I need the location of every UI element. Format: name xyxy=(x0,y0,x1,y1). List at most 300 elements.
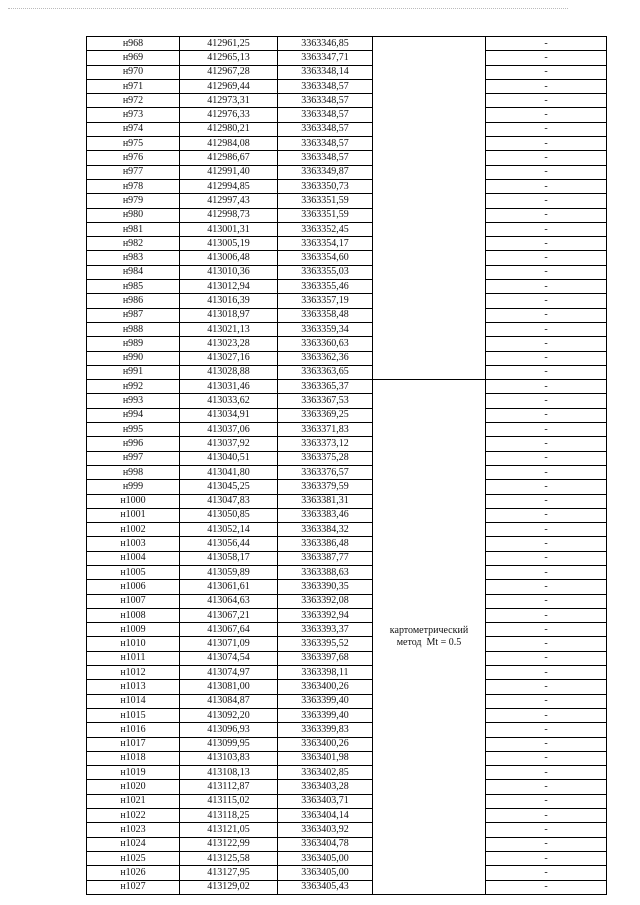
y-coordinate-cell: 3363362,36 xyxy=(278,351,373,365)
y-coordinate-cell: 3363350,73 xyxy=(278,179,373,193)
table-row xyxy=(87,794,607,808)
table-row xyxy=(87,523,607,537)
table-row xyxy=(87,623,607,637)
extra-value-cell: - xyxy=(486,194,607,208)
extra-value-cell: - xyxy=(486,137,607,151)
extra-value-cell: - xyxy=(486,723,607,737)
table-row xyxy=(87,194,607,208)
x-coordinate-cell: 413010,36 xyxy=(180,265,278,279)
y-coordinate-cell: 3363399,83 xyxy=(278,723,373,737)
y-coordinate-cell: 3363363,65 xyxy=(278,365,373,379)
table-row xyxy=(87,165,607,179)
y-coordinate-cell: 3363379,59 xyxy=(278,480,373,494)
y-coordinate-cell: 3363402,85 xyxy=(278,766,373,780)
extra-value-cell: - xyxy=(486,680,607,694)
extra-value-cell: - xyxy=(486,565,607,579)
x-coordinate-cell: 413041,80 xyxy=(180,465,278,479)
x-coordinate-cell: 413125,58 xyxy=(180,851,278,865)
point-name-cell: н976 xyxy=(87,151,180,165)
x-coordinate-cell: 413084,87 xyxy=(180,694,278,708)
point-name-cell: н982 xyxy=(87,237,180,251)
table-row xyxy=(87,79,607,93)
x-coordinate-cell: 413037,06 xyxy=(180,423,278,437)
y-coordinate-cell: 3363395,52 xyxy=(278,637,373,651)
x-coordinate-cell: 413071,09 xyxy=(180,637,278,651)
table-row xyxy=(87,251,607,265)
y-coordinate-cell: 3363357,19 xyxy=(278,294,373,308)
x-coordinate-cell: 412998,73 xyxy=(180,208,278,222)
y-coordinate-cell: 3363348,57 xyxy=(278,94,373,108)
table-row xyxy=(87,351,607,365)
table-row xyxy=(87,294,607,308)
extra-value-cell: - xyxy=(486,237,607,251)
extra-value-cell: - xyxy=(486,380,607,394)
y-coordinate-cell: 3363398,11 xyxy=(278,666,373,680)
extra-value-cell: - xyxy=(486,65,607,79)
extra-value-cell: - xyxy=(486,766,607,780)
extra-value-cell: - xyxy=(486,666,607,680)
x-coordinate-cell: 413115,02 xyxy=(180,794,278,808)
point-name-cell: н983 xyxy=(87,251,180,265)
point-name-cell: н1017 xyxy=(87,737,180,751)
method-label-line1: картометрический xyxy=(389,624,469,636)
x-coordinate-cell: 412967,28 xyxy=(180,65,278,79)
y-coordinate-cell: 3363399,40 xyxy=(278,694,373,708)
point-name-cell: н1002 xyxy=(87,523,180,537)
y-coordinate-cell: 3363405,00 xyxy=(278,851,373,865)
y-coordinate-cell: 3363369,25 xyxy=(278,408,373,422)
extra-value-cell: - xyxy=(486,265,607,279)
table-row xyxy=(87,108,607,122)
x-coordinate-cell: 412994,85 xyxy=(180,179,278,193)
x-coordinate-cell: 413118,25 xyxy=(180,809,278,823)
table-row xyxy=(87,680,607,694)
y-coordinate-cell: 3363351,59 xyxy=(278,208,373,222)
extra-value-cell: - xyxy=(486,437,607,451)
x-coordinate-cell: 413058,17 xyxy=(180,551,278,565)
point-name-cell: н979 xyxy=(87,194,180,208)
table-row xyxy=(87,666,607,680)
point-name-cell: н991 xyxy=(87,365,180,379)
table-row xyxy=(87,322,607,336)
point-name-cell: н1006 xyxy=(87,580,180,594)
table-row xyxy=(87,222,607,236)
table-row xyxy=(87,208,607,222)
point-name-cell: н1025 xyxy=(87,851,180,865)
point-name-cell: н992 xyxy=(87,380,180,394)
point-name-cell: н973 xyxy=(87,108,180,122)
y-coordinate-cell: 3363405,00 xyxy=(278,866,373,880)
table-row xyxy=(87,423,607,437)
coordinates-table xyxy=(86,36,607,895)
x-coordinate-cell: 413122,99 xyxy=(180,837,278,851)
point-name-cell: н1026 xyxy=(87,866,180,880)
x-coordinate-cell: 413074,97 xyxy=(180,666,278,680)
x-coordinate-cell: 413067,21 xyxy=(180,608,278,622)
extra-value-cell: - xyxy=(486,294,607,308)
x-coordinate-cell: 413028,88 xyxy=(180,365,278,379)
table-row xyxy=(87,37,607,51)
y-coordinate-cell: 3363387,77 xyxy=(278,551,373,565)
x-coordinate-cell: 413103,83 xyxy=(180,751,278,765)
x-coordinate-cell: 412997,43 xyxy=(180,194,278,208)
point-name-cell: н996 xyxy=(87,437,180,451)
extra-value-cell: - xyxy=(486,108,607,122)
method-label-line2: метод Mt = 0.5 xyxy=(396,636,462,648)
x-coordinate-cell: 413034,91 xyxy=(180,408,278,422)
point-name-cell: н1027 xyxy=(87,880,180,894)
y-coordinate-cell: 3363358,48 xyxy=(278,308,373,322)
y-coordinate-cell: 3363403,92 xyxy=(278,823,373,837)
extra-value-cell: - xyxy=(486,51,607,65)
table-row xyxy=(87,780,607,794)
extra-value-cell: - xyxy=(486,322,607,336)
table-row xyxy=(87,637,607,651)
y-coordinate-cell: 3363403,71 xyxy=(278,794,373,808)
point-name-cell: н1009 xyxy=(87,623,180,637)
y-coordinate-cell: 3363375,28 xyxy=(278,451,373,465)
y-coordinate-cell: 3363359,34 xyxy=(278,322,373,336)
extra-value-cell: - xyxy=(486,551,607,565)
point-name-cell: н1001 xyxy=(87,508,180,522)
x-coordinate-cell: 413050,85 xyxy=(180,508,278,522)
extra-value-cell: - xyxy=(486,823,607,837)
extra-value-cell: - xyxy=(486,394,607,408)
y-coordinate-cell: 3363365,37 xyxy=(278,380,373,394)
x-coordinate-cell: 412965,13 xyxy=(180,51,278,65)
point-name-cell: н1007 xyxy=(87,594,180,608)
x-coordinate-cell: 413081,00 xyxy=(180,680,278,694)
y-coordinate-cell: 3363354,60 xyxy=(278,251,373,265)
y-coordinate-cell: 3363386,48 xyxy=(278,537,373,551)
point-name-cell: н1020 xyxy=(87,780,180,794)
point-name-cell: н980 xyxy=(87,208,180,222)
y-coordinate-cell: 3363352,45 xyxy=(278,222,373,236)
x-coordinate-cell: 412991,40 xyxy=(180,165,278,179)
point-name-cell: н993 xyxy=(87,394,180,408)
table-row xyxy=(87,823,607,837)
point-name-cell: н1018 xyxy=(87,751,180,765)
extra-value-cell: - xyxy=(486,623,607,637)
table-row xyxy=(87,880,607,894)
x-coordinate-cell: 412976,33 xyxy=(180,108,278,122)
x-coordinate-cell: 413061,61 xyxy=(180,580,278,594)
point-name-cell: н974 xyxy=(87,122,180,136)
table-row xyxy=(87,465,607,479)
extra-value-cell: - xyxy=(486,208,607,222)
x-coordinate-cell: 413074,54 xyxy=(180,651,278,665)
point-name-cell: н1000 xyxy=(87,494,180,508)
x-coordinate-cell: 413012,94 xyxy=(180,280,278,294)
extra-value-cell: - xyxy=(486,165,607,179)
x-coordinate-cell: 412973,31 xyxy=(180,94,278,108)
table-row xyxy=(87,651,607,665)
extra-value-cell: - xyxy=(486,851,607,865)
x-coordinate-cell: 413099,95 xyxy=(180,737,278,751)
extra-value-cell: - xyxy=(486,708,607,722)
point-name-cell: н970 xyxy=(87,65,180,79)
point-name-cell: н1005 xyxy=(87,565,180,579)
x-coordinate-cell: 413040,51 xyxy=(180,451,278,465)
y-coordinate-cell: 3363404,78 xyxy=(278,837,373,851)
extra-value-cell: - xyxy=(486,151,607,165)
point-name-cell: н969 xyxy=(87,51,180,65)
y-coordinate-cell: 3363373,12 xyxy=(278,437,373,451)
x-coordinate-cell: 413023,28 xyxy=(180,337,278,351)
x-coordinate-cell: 413121,05 xyxy=(180,823,278,837)
extra-value-cell: - xyxy=(486,537,607,551)
table-row xyxy=(87,122,607,136)
extra-value-cell: - xyxy=(486,451,607,465)
table-row xyxy=(87,451,607,465)
table-row xyxy=(87,94,607,108)
y-coordinate-cell: 3363347,71 xyxy=(278,51,373,65)
extra-value-cell: - xyxy=(486,351,607,365)
point-name-cell: н1013 xyxy=(87,680,180,694)
y-coordinate-cell: 3363399,40 xyxy=(278,708,373,722)
method-cell xyxy=(373,380,486,895)
extra-value-cell: - xyxy=(486,694,607,708)
y-coordinate-cell: 3363388,63 xyxy=(278,565,373,579)
x-coordinate-cell: 413033,62 xyxy=(180,394,278,408)
y-coordinate-cell: 3363392,08 xyxy=(278,594,373,608)
extra-value-cell: - xyxy=(486,480,607,494)
point-name-cell: н1008 xyxy=(87,608,180,622)
point-name-cell: н987 xyxy=(87,308,180,322)
y-coordinate-cell: 3363381,31 xyxy=(278,494,373,508)
point-name-cell: н989 xyxy=(87,337,180,351)
table-row xyxy=(87,179,607,193)
x-coordinate-cell: 413056,44 xyxy=(180,537,278,551)
table-row xyxy=(87,751,607,765)
x-coordinate-cell: 412986,67 xyxy=(180,151,278,165)
x-coordinate-cell: 413096,93 xyxy=(180,723,278,737)
y-coordinate-cell: 3363400,26 xyxy=(278,737,373,751)
point-name-cell: н1014 xyxy=(87,694,180,708)
y-coordinate-cell: 3363351,59 xyxy=(278,194,373,208)
y-coordinate-cell: 3363384,32 xyxy=(278,523,373,537)
table-row xyxy=(87,723,607,737)
extra-value-cell: - xyxy=(486,737,607,751)
extra-value-cell: - xyxy=(486,179,607,193)
y-coordinate-cell: 3363348,57 xyxy=(278,137,373,151)
extra-value-cell: - xyxy=(486,594,607,608)
extra-value-cell: - xyxy=(486,608,607,622)
table-row xyxy=(87,708,607,722)
extra-value-cell: - xyxy=(486,337,607,351)
table-row xyxy=(87,365,607,379)
point-name-cell: н1016 xyxy=(87,723,180,737)
scan-top-rule xyxy=(8,8,568,9)
y-coordinate-cell: 3363348,57 xyxy=(278,108,373,122)
table-row xyxy=(87,380,607,394)
table-row xyxy=(87,866,607,880)
table-row xyxy=(87,51,607,65)
x-coordinate-cell: 413127,95 xyxy=(180,866,278,880)
table-row xyxy=(87,480,607,494)
x-coordinate-cell: 412984,08 xyxy=(180,137,278,151)
y-coordinate-cell: 3363400,26 xyxy=(278,680,373,694)
x-coordinate-cell: 413021,13 xyxy=(180,322,278,336)
table-row xyxy=(87,837,607,851)
y-coordinate-cell: 3363348,57 xyxy=(278,151,373,165)
y-coordinate-cell: 3363390,35 xyxy=(278,580,373,594)
table-row xyxy=(87,565,607,579)
extra-value-cell: - xyxy=(486,751,607,765)
point-name-cell: н1023 xyxy=(87,823,180,837)
extra-value-cell: - xyxy=(486,79,607,93)
y-coordinate-cell: 3363392,94 xyxy=(278,608,373,622)
x-coordinate-cell: 412969,44 xyxy=(180,79,278,93)
y-coordinate-cell: 3363349,87 xyxy=(278,165,373,179)
table-row xyxy=(87,508,607,522)
x-coordinate-cell: 413092,20 xyxy=(180,708,278,722)
table-row xyxy=(87,265,607,279)
x-coordinate-cell: 413108,13 xyxy=(180,766,278,780)
y-coordinate-cell: 3363354,17 xyxy=(278,237,373,251)
table-row xyxy=(87,766,607,780)
extra-value-cell: - xyxy=(486,222,607,236)
x-coordinate-cell: 413047,83 xyxy=(180,494,278,508)
extra-value-cell: - xyxy=(486,122,607,136)
x-coordinate-cell: 413005,19 xyxy=(180,237,278,251)
x-coordinate-cell: 413001,31 xyxy=(180,222,278,236)
table-row xyxy=(87,280,607,294)
table-row xyxy=(87,694,607,708)
y-coordinate-cell: 3363397,68 xyxy=(278,651,373,665)
point-name-cell: н1021 xyxy=(87,794,180,808)
point-name-cell: н997 xyxy=(87,451,180,465)
y-coordinate-cell: 3363348,14 xyxy=(278,65,373,79)
table-row xyxy=(87,608,607,622)
x-coordinate-cell: 412961,25 xyxy=(180,37,278,51)
point-name-cell: н986 xyxy=(87,294,180,308)
extra-value-cell: - xyxy=(486,794,607,808)
table-row xyxy=(87,308,607,322)
x-coordinate-cell: 413031,46 xyxy=(180,380,278,394)
x-coordinate-cell: 413045,25 xyxy=(180,480,278,494)
point-name-cell: н1012 xyxy=(87,666,180,680)
y-coordinate-cell: 3363405,43 xyxy=(278,880,373,894)
table-row xyxy=(87,437,607,451)
x-coordinate-cell: 413067,64 xyxy=(180,623,278,637)
extra-value-cell: - xyxy=(486,780,607,794)
point-name-cell: н1003 xyxy=(87,537,180,551)
extra-value-cell: - xyxy=(486,94,607,108)
table-row xyxy=(87,65,607,79)
point-name-cell: н975 xyxy=(87,137,180,151)
point-name-cell: н999 xyxy=(87,480,180,494)
table-row xyxy=(87,237,607,251)
table-row xyxy=(87,580,607,594)
table-row xyxy=(87,394,607,408)
extra-value-cell: - xyxy=(486,280,607,294)
point-name-cell: н985 xyxy=(87,280,180,294)
extra-value-cell: - xyxy=(486,508,607,522)
point-name-cell: н978 xyxy=(87,179,180,193)
point-name-cell: н977 xyxy=(87,165,180,179)
extra-value-cell: - xyxy=(486,251,607,265)
table-row xyxy=(87,137,607,151)
point-name-cell: н981 xyxy=(87,222,180,236)
extra-value-cell: - xyxy=(486,523,607,537)
point-name-cell: н1010 xyxy=(87,637,180,651)
x-coordinate-cell: 413006,48 xyxy=(180,251,278,265)
extra-value-cell: - xyxy=(486,465,607,479)
y-coordinate-cell: 3363371,83 xyxy=(278,423,373,437)
x-coordinate-cell: 413037,92 xyxy=(180,437,278,451)
y-coordinate-cell: 3363355,03 xyxy=(278,265,373,279)
extra-value-cell: - xyxy=(486,37,607,51)
y-coordinate-cell: 3363367,53 xyxy=(278,394,373,408)
table-row xyxy=(87,737,607,751)
y-coordinate-cell: 3363401,98 xyxy=(278,751,373,765)
extra-value-cell: - xyxy=(486,580,607,594)
y-coordinate-cell: 3363348,57 xyxy=(278,79,373,93)
y-coordinate-cell: 3363376,57 xyxy=(278,465,373,479)
y-coordinate-cell: 3363404,14 xyxy=(278,809,373,823)
table-row xyxy=(87,551,607,565)
extra-value-cell: - xyxy=(486,880,607,894)
y-coordinate-cell: 3363346,85 xyxy=(278,37,373,51)
point-name-cell: н1015 xyxy=(87,708,180,722)
x-coordinate-cell: 413027,16 xyxy=(180,351,278,365)
extra-value-cell: - xyxy=(486,408,607,422)
extra-value-cell: - xyxy=(486,866,607,880)
x-coordinate-cell: 413016,39 xyxy=(180,294,278,308)
y-coordinate-cell: 3363383,46 xyxy=(278,508,373,522)
table-row xyxy=(87,337,607,351)
x-coordinate-cell: 412980,21 xyxy=(180,122,278,136)
point-name-cell: н984 xyxy=(87,265,180,279)
method-cell-empty xyxy=(373,37,486,380)
x-coordinate-cell: 413018,97 xyxy=(180,308,278,322)
table-row xyxy=(87,151,607,165)
point-name-cell: н1011 xyxy=(87,651,180,665)
extra-value-cell: - xyxy=(486,837,607,851)
extra-value-cell: - xyxy=(486,494,607,508)
extra-value-cell: - xyxy=(486,365,607,379)
coordinates-table-body xyxy=(87,37,607,895)
point-name-cell: н1019 xyxy=(87,766,180,780)
point-name-cell: н990 xyxy=(87,351,180,365)
y-coordinate-cell: 3363393,37 xyxy=(278,623,373,637)
point-name-cell: н988 xyxy=(87,322,180,336)
point-name-cell: н995 xyxy=(87,423,180,437)
point-name-cell: н971 xyxy=(87,79,180,93)
y-coordinate-cell: 3363348,57 xyxy=(278,122,373,136)
y-coordinate-cell: 3363403,28 xyxy=(278,780,373,794)
table-row xyxy=(87,494,607,508)
extra-value-cell: - xyxy=(486,809,607,823)
point-name-cell: н968 xyxy=(87,37,180,51)
point-name-cell: н998 xyxy=(87,465,180,479)
extra-value-cell: - xyxy=(486,637,607,651)
table-row xyxy=(87,809,607,823)
point-name-cell: н1024 xyxy=(87,837,180,851)
point-name-cell: н1022 xyxy=(87,809,180,823)
extra-value-cell: - xyxy=(486,651,607,665)
x-coordinate-cell: 413112,87 xyxy=(180,780,278,794)
table-row xyxy=(87,408,607,422)
extra-value-cell: - xyxy=(486,308,607,322)
y-coordinate-cell: 3363355,46 xyxy=(278,280,373,294)
x-coordinate-cell: 413064,63 xyxy=(180,594,278,608)
point-name-cell: н994 xyxy=(87,408,180,422)
table-row xyxy=(87,537,607,551)
extra-value-cell: - xyxy=(486,423,607,437)
y-coordinate-cell: 3363360,63 xyxy=(278,337,373,351)
